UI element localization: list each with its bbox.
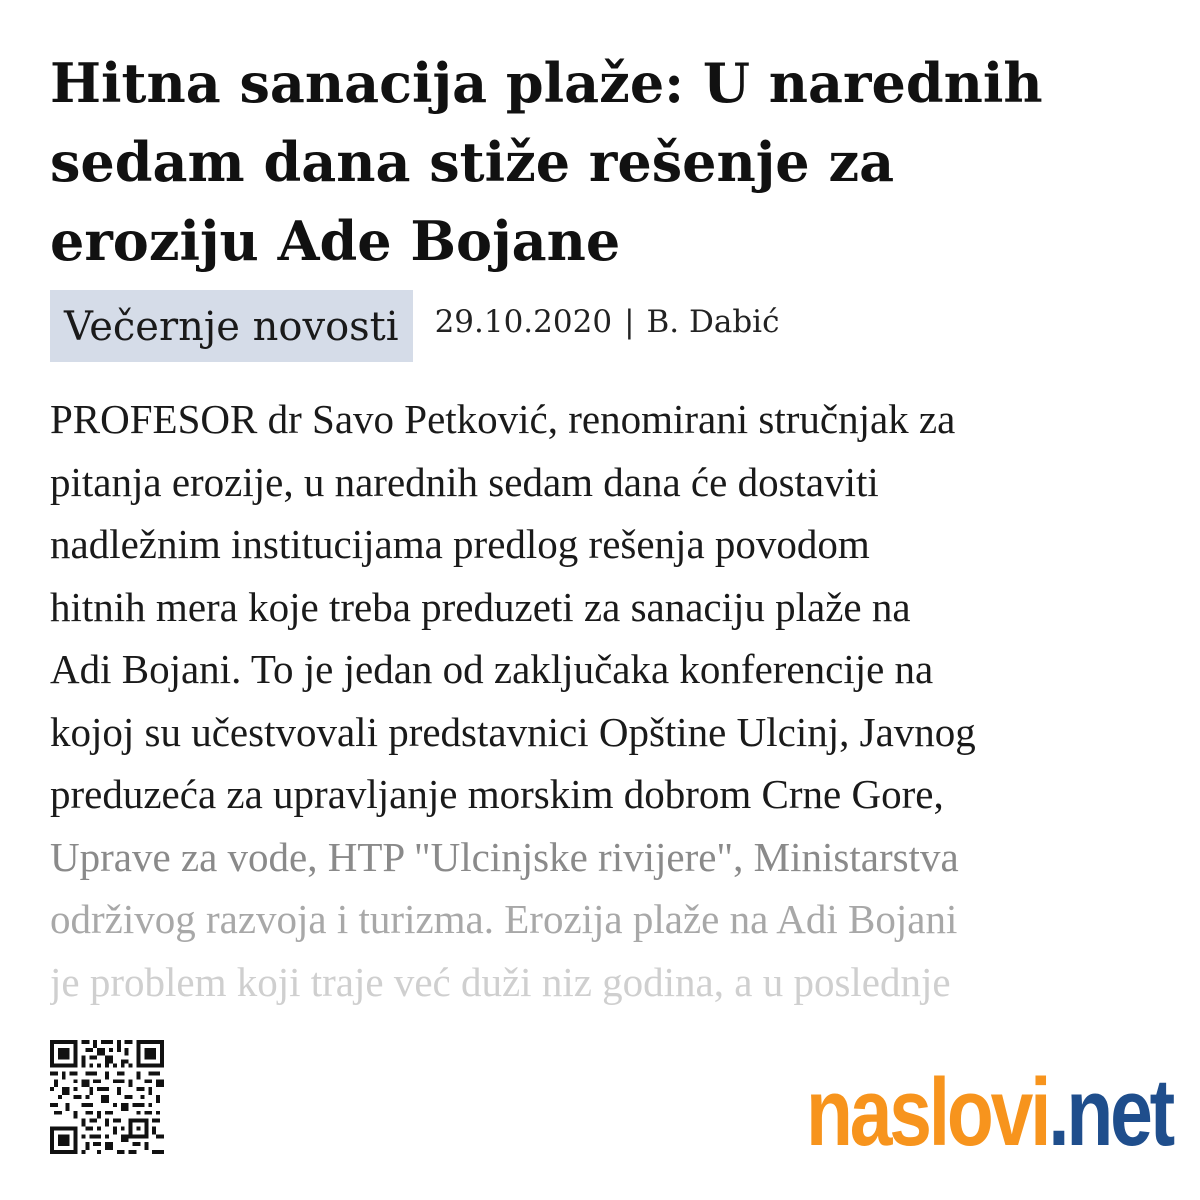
meta-separator: |	[624, 304, 635, 340]
qr-code-graphic	[50, 1040, 164, 1154]
logo-part-naslovi: naslovi	[806, 1059, 1049, 1166]
article-body	[50, 388, 1170, 1008]
body-line: nadležnim institucijama predlog rešenja povodom	[50, 521, 870, 567]
article-date: 29.10.2020	[434, 304, 613, 340]
body-line: hitnih mera koje treba preduzeti za sanaciju plaže na	[50, 583, 911, 630]
headline-line: eroziju Ade Bojane	[50, 209, 621, 273]
source-badge[interactable]: Večernje novosti	[50, 290, 413, 362]
body-line: Adi Bojani. To je jedan od zaključaka konferencije na	[50, 646, 934, 692]
body-line: Uprave za vode, HTP "Ulcinjske rivijere", Ministarstva	[50, 833, 959, 880]
body-line: održivog razvoja i turizma. Erozija plaže na Adi Bojani	[50, 896, 958, 942]
body-line: kojoj su učestvovali predstavnici Opštine Ulcinj, Javnog	[50, 708, 976, 755]
headline[interactable]	[50, 44, 1170, 281]
headline-line: sedam dana stiže rešenje za	[50, 130, 895, 194]
qr-code-icon[interactable]	[50, 1040, 164, 1154]
body-line: pitanja erozije, u narednih sedam dana će dostaviti	[50, 458, 879, 505]
article-meta	[50, 290, 779, 362]
body-line: preduzeća za upravljanje morskim dobrom Crne Gore,	[50, 771, 944, 817]
body-line: PROFESOR dr Savo Petković, renomirani stručnjak za	[50, 396, 956, 442]
date-author	[435, 304, 780, 340]
logo-part-net: .net	[1048, 1059, 1172, 1166]
article-author: B. Dabić	[646, 304, 780, 340]
body-line: je problem koji traje već duži niz godina, a u poslednje	[50, 958, 951, 1005]
headline-line: Hitna sanacija plaže: U narednih	[50, 51, 1043, 115]
naslovi-logo[interactable]	[806, 1058, 1172, 1168]
